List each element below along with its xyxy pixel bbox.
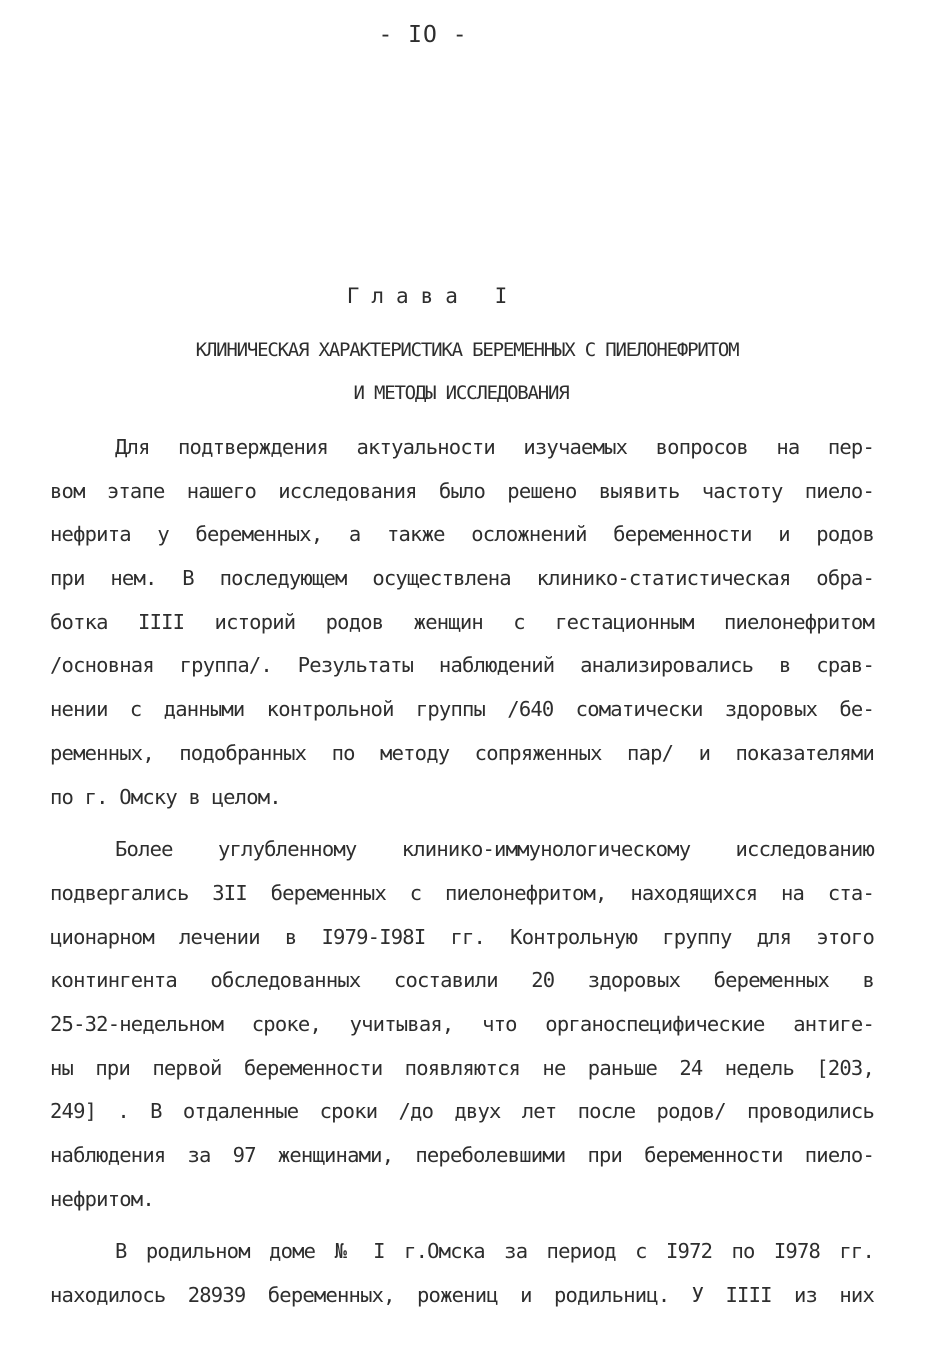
text-line: наблюдения за 97 женщинами, переболевшими при беременности пиело- [50, 1143, 874, 1167]
body-text [50, 432, 874, 1324]
text-line: ботка IIII историй родов женщин с гестационным пиелонефритом [50, 609, 874, 634]
text-line: при нем. В последующем осуществлена клинико-статистическая обра- [50, 566, 874, 591]
text-line: /основная группа/. Результаты наблюдений анализировались в срав- [50, 653, 874, 678]
text-line: ременных, подобранных по методу сопряженных пар/ и показателями [50, 740, 874, 765]
text-line: нении с данными контрольной группы /640 соматически здоровых бе- [50, 697, 874, 722]
chapter-title-line-2: И МЕТОДЫ ИССЛЕДОВАНИЯ [353, 382, 569, 404]
chapter-label: Глава I [346, 284, 520, 308]
paragraph-1 [50, 432, 874, 825]
text-line: подвергались 3II беременных с пиелонефритом, находящихся на ста- [50, 880, 874, 905]
text-line: 249] . В отдаленные сроки /до двух лет после родов/ проводились [50, 1099, 874, 1124]
text-line: Для подтверждения актуальности изучаемых вопросов на пер- [115, 435, 874, 459]
chapter-title-line-1: КЛИНИЧЕСКАЯ ХАРАКТЕРИСТИКА БЕРЕМЕННЫХ С ПИЕЛОНЕФРИТОМ [195, 339, 739, 361]
text-line: ционарном лечении в I979-I98I гг. Контрольную группу для этого [50, 924, 874, 949]
text-line: Более углубленному клинико-иммунологическому исследованию [115, 837, 874, 862]
text-line: В родильном доме № I г.Омска за период с I972 по I978 гг. [115, 1239, 874, 1264]
text-line: по г. Омску в целом. [50, 784, 281, 809]
paragraph-3 [50, 1236, 874, 1323]
page-number: - IO - [378, 22, 468, 48]
text-line: ны при первой беременности появляются не раньше 24 недель [203, [50, 1055, 874, 1080]
text-line: находилось 28939 беременных, рожениц и родильниц. У IIII из них [50, 1283, 874, 1308]
text-line: 25-32-недельном сроке, учитывая, что органоспецифические антиге- [50, 1011, 874, 1036]
text-line: контингента обследованных составили 20 здоровых беременных в [50, 968, 874, 993]
paragraph-2 [50, 834, 874, 1227]
text-line: вом этапе нашего исследования было решено выявить частоту пиело- [50, 478, 874, 503]
text-line: нефритом. [50, 1186, 154, 1211]
text-line: нефрита у беременных, а также осложнений беременности и родов [50, 522, 874, 547]
